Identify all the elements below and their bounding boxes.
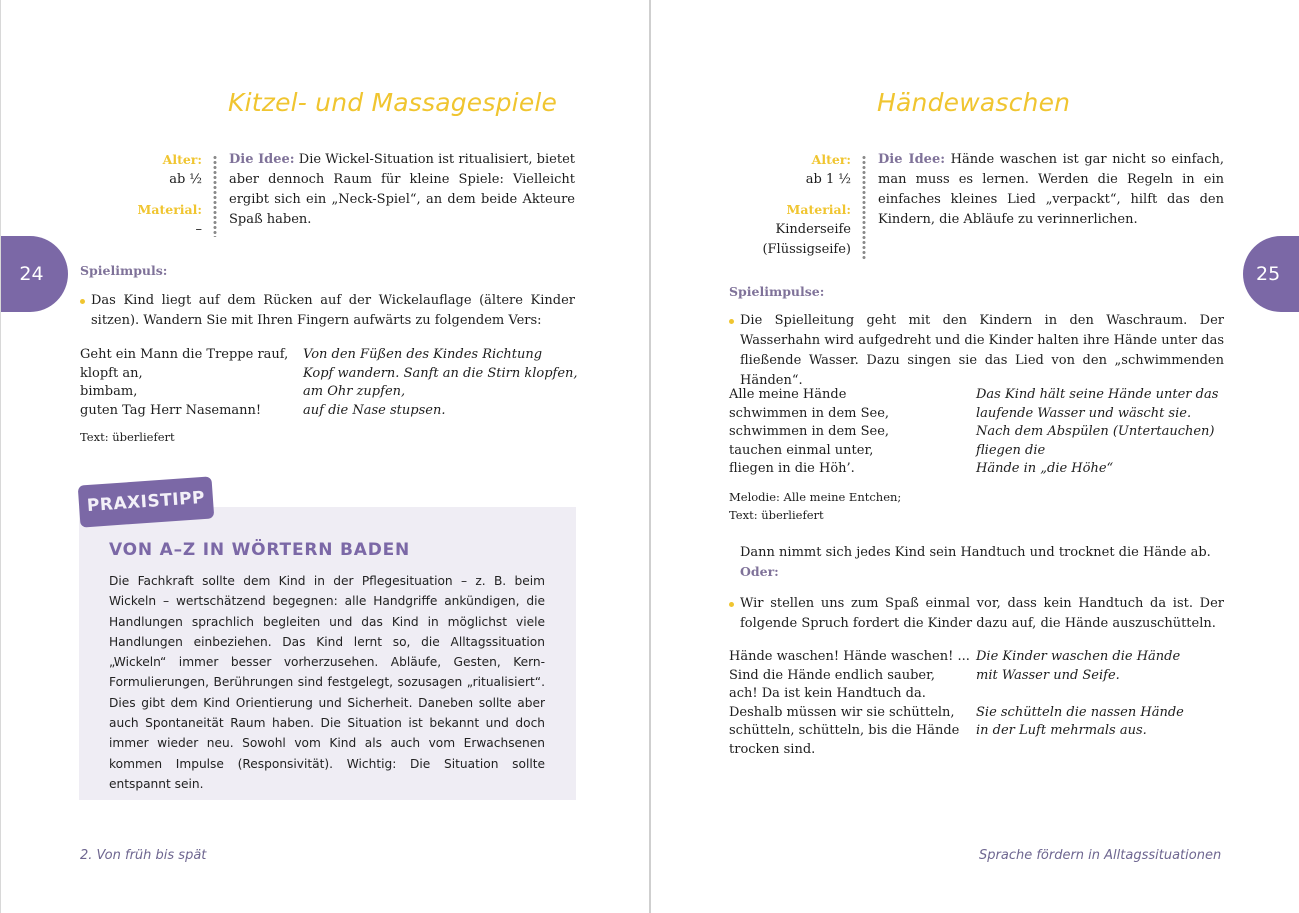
text-credit: Text: überliefert bbox=[729, 508, 824, 522]
verse-line: bimbam, bbox=[80, 384, 138, 399]
age-label: Alter: bbox=[162, 152, 202, 167]
impulse-bullet bbox=[729, 594, 1224, 634]
rhyme-instruction-block bbox=[976, 648, 1184, 741]
page-number: 25 bbox=[1256, 263, 1281, 285]
instruction-line: Die Kinder waschen die Hände bbox=[976, 649, 1181, 664]
verse-source: Text: überliefert bbox=[80, 430, 175, 444]
instruction-line: fliegen die bbox=[976, 442, 1046, 458]
idea-lead: Die Idee: bbox=[229, 152, 295, 167]
song-block bbox=[729, 386, 889, 479]
instruction-line: Von den Füßen des Kindes Richtung bbox=[303, 347, 543, 362]
instruction-line: auf die Nase stupsen. bbox=[303, 402, 446, 418]
verse-line: klopft an, bbox=[80, 365, 143, 381]
dotted-divider bbox=[213, 155, 217, 237]
instruction-line: Sie schütteln die nassen Hände bbox=[976, 704, 1184, 720]
tip-title: VON A–Z IN WÖRTERN BADEN bbox=[109, 540, 411, 560]
instruction-line: Hände in „die Höhe“ bbox=[976, 461, 1114, 476]
instruction-line: Kopf wandern. Sanft an die Stirn klopfen, bbox=[303, 365, 578, 381]
page-number-tab bbox=[1, 236, 68, 312]
rhyme-line: Hände waschen! Hände waschen! ... bbox=[729, 649, 970, 664]
page-title: Kitzel- und Massagespiele bbox=[228, 88, 558, 117]
song-instruction-block bbox=[976, 386, 1218, 479]
age-value: ab ½ bbox=[169, 172, 202, 187]
song-line: Alle meine Hände bbox=[729, 387, 847, 402]
verse-line: Geht ein Mann die Treppe rauf, bbox=[80, 347, 289, 362]
idea-paragraph bbox=[878, 150, 1224, 230]
rhyme-block bbox=[729, 648, 970, 759]
instruction-line: in der Luft mehrmals aus. bbox=[976, 723, 1147, 738]
rhyme-line: Sind die Hände endlich sauber, bbox=[729, 667, 936, 683]
meta-column bbox=[121, 150, 202, 240]
badge-label: PRAXISTIPP bbox=[86, 487, 206, 517]
instruction-line: laufende Wasser und wäscht sie. bbox=[976, 405, 1192, 421]
dotted-divider bbox=[862, 155, 866, 259]
song-line: schwimmen in dem See, bbox=[729, 405, 890, 421]
page-number: 24 bbox=[19, 263, 44, 285]
verse-block bbox=[80, 346, 288, 420]
song-line: fliegen in die Höh’. bbox=[729, 461, 855, 476]
rhyme-line: schütteln, schütteln, bis die Hände bbox=[729, 723, 960, 738]
rhyme-line: trocken sind. bbox=[729, 741, 816, 757]
age-label: Alter: bbox=[811, 152, 851, 167]
impulse-text: Wir stellen uns zum Spaß einmal vor, dass kein Handtuch da ist. Der folgende Spruch fordert die Kinder dazu auf, die Hände auszuschütteln. bbox=[740, 596, 1224, 631]
song-source bbox=[729, 488, 901, 524]
meta-column bbox=[741, 150, 851, 260]
material-value: – bbox=[195, 222, 202, 237]
instruction-block bbox=[303, 346, 578, 420]
song-line: schwimmen in dem See, bbox=[729, 424, 890, 439]
instruction-line: Nach dem Abspülen (Untertauchen) bbox=[976, 424, 1215, 439]
impulse-label: Spielimpulse: bbox=[729, 284, 825, 299]
instruction-line: Das Kind hält seine Hände unter das bbox=[976, 387, 1219, 402]
right-page bbox=[651, 0, 1299, 913]
impulse-bullet bbox=[80, 291, 575, 331]
idea-text: Die Wickel-Situation ist ritualisiert, bietet aber dennoch Raum für kleine Spiele: Vielleicht ergibt sich ein „Neck-Spiel“, an dem beide Akteure Spaß haben. bbox=[229, 152, 575, 227]
running-footer: 2. Von früh bis spät bbox=[80, 848, 207, 863]
material-value: Kinderseife bbox=[775, 222, 851, 237]
page-title: Händewaschen bbox=[877, 88, 1071, 117]
material-label: Material: bbox=[786, 202, 851, 217]
impulse-bullet bbox=[729, 311, 1224, 391]
verse-line: guten Tag Herr Nasemann! bbox=[80, 402, 262, 418]
impulse-text: Das Kind liegt auf dem Rücken auf der Wickelauflage (ältere Kinder sitzen). Wandern Sie mit Ihren Fingern aufwärts zu folgendem Vers: bbox=[91, 293, 575, 328]
idea-paragraph bbox=[229, 150, 575, 230]
impulse-label: Spielimpuls: bbox=[80, 263, 168, 278]
idea-text: Hände waschen ist gar nicht so einfach, man muss es lernen. Werden die Regeln in ein einfaches kleines Lied „verpackt“, hilft das den Kindern, die Abläufe zu verinnerlichen. bbox=[878, 152, 1224, 227]
material-label: Material: bbox=[137, 202, 202, 217]
impulse-text: Die Spielleitung geht mit den Kindern in den Waschraum. Der Wasserhahn wird aufgedreht und die Kinder halten ihre Hände unter das fließende Wasser. Dazu singen sie das Lied von den „schwimmenden Händen“. bbox=[740, 313, 1224, 388]
instruction-spacer bbox=[976, 685, 1184, 704]
instruction-line: mit Wasser und Seife. bbox=[976, 667, 1120, 683]
material-value: (Flüssigseife) bbox=[762, 242, 851, 257]
idea-lead: Die Idee: bbox=[878, 152, 946, 167]
rhyme-line: Deshalb müssen wir sie schütteln, bbox=[729, 704, 955, 720]
or-label: Oder: bbox=[740, 564, 779, 579]
after-paragraph: Dann nimmt sich jedes Kind sein Handtuch und trocknet die Hände ab. bbox=[740, 545, 1211, 560]
instruction-line: am Ohr zupfen, bbox=[303, 384, 406, 399]
song-line: tauchen einmal unter, bbox=[729, 442, 874, 458]
tip-text: Die Fachkraft sollte dem Kind in der Pflegesituation – z. B. beim Wickeln – wertschätzend begegnen: alle Handgriffe ankündigen, die Handlungen sprachlich begleiten und das Kind in möglichst viele Handlungen einbeziehen. Das Kind lernt so, die Alltagssituation „Wickeln“ immer besser vorherzusehen. Abläufe, Gesten, Kern-Formulierungen, Berührungen sind festgelegt, sozusagen „ritualisiert“. Dies gibt dem Kind Orientierung und Sicherheit. Daneben sollte aber auch Spontaneität Raum haben. Die Situation ist bekannt und doch immer wieder neu. Sowohl vom Kind als auch vom Erwachsenen kommen Impulse (Responsivität). Wichtig: Die Situation sollte entspannt sein. bbox=[109, 574, 545, 791]
melody-credit: Melodie: Alle meine Entchen; bbox=[729, 490, 902, 504]
running-footer: Sprache fördern in Alltagssituationen bbox=[979, 848, 1222, 863]
age-value: ab 1 ½ bbox=[805, 172, 851, 187]
rhyme-line: ach! Da ist kein Handtuch da. bbox=[729, 686, 926, 701]
